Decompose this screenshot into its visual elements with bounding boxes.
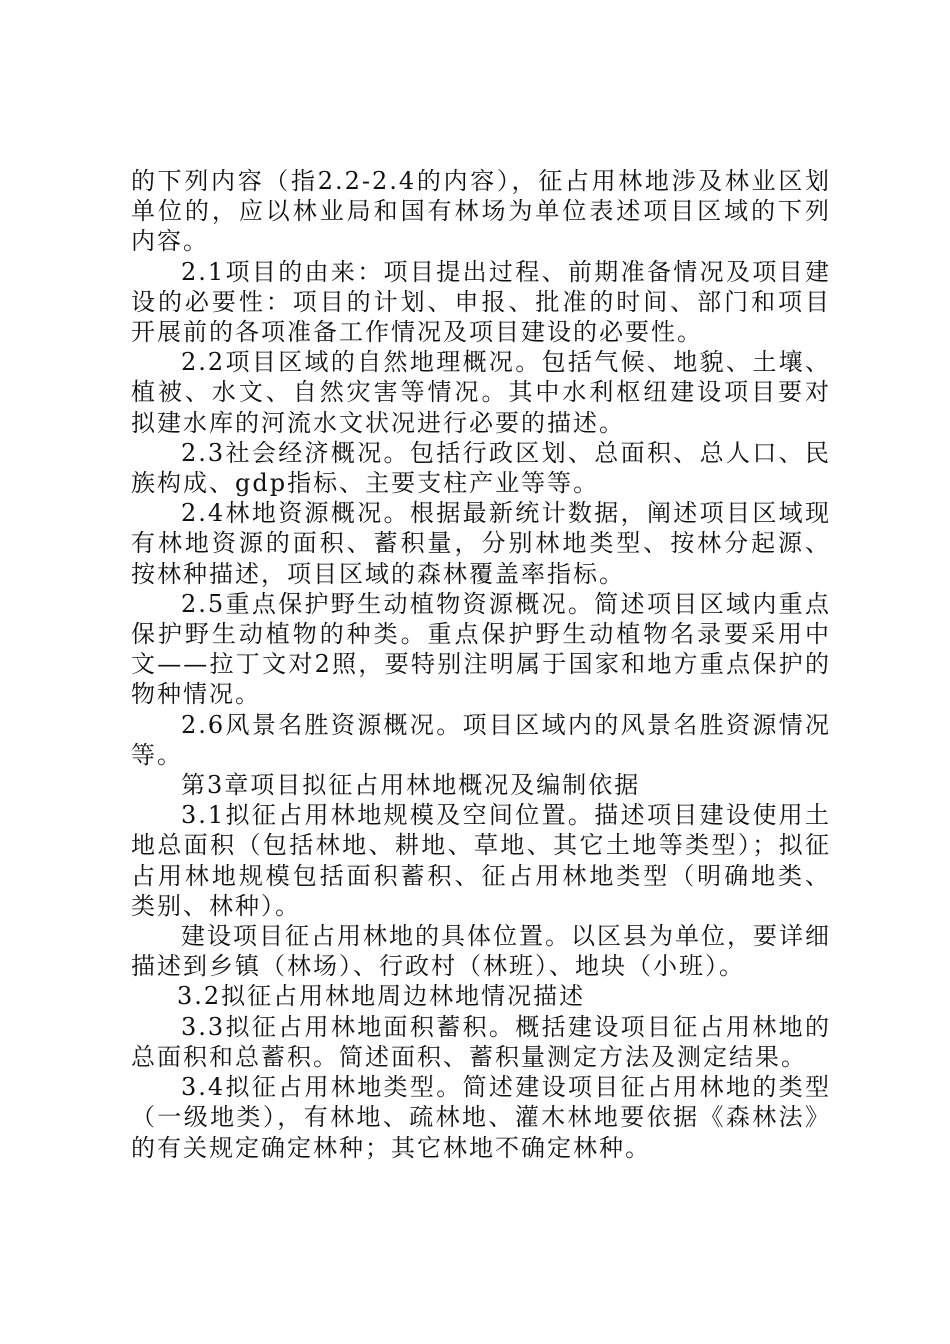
chapter-3-heading: 第3章项目拟征占用林地概况及编制依据 — [181, 771, 641, 800]
paragraph-3-4: 3.4拟征占用林地类型。简述建设项目征占用林地的类型（一级地类），有林地、疏林地、灌木林地要依据《森林法》的有关规定确定林种；其它林地不确定林种。 — [131, 1073, 831, 1162]
paragraph-2-6: 2.6风景名胜资源概况。项目区域内的风景名胜资源情况等。 — [131, 710, 831, 769]
paragraph-3-2: 3.2拟征占用林地周边林地情况描述 — [177, 982, 586, 1011]
paragraph-2-3: 2.3社会经济概况。包括行政区划、总面积、总人口、民族构成、gdp指标、主要支柱产业等等。 — [131, 438, 831, 498]
paragraph-intro-continued: 的下列内容（指2.2-2.4的内容），征占用林地涉及林业区划单位的，应以林业局和国有林场为单位表述项目区域的下列内容。 — [131, 167, 831, 256]
paragraph-2-2: 2.2项目区域的自然地理概况。包括气候、地貌、土壤、植被、水文、自然灾害等情况。其中水利枢纽建设项目要对拟建水库的河流水文状况进行必要的描述。 — [131, 348, 831, 437]
paragraph-3-3: 3.3拟征占用林地面积蓄积。概括建设项目征占用林地的总面积和总蓄积。简述面积、蓄积量测定方法及测定结果。 — [131, 1012, 831, 1071]
paragraph-2-5: 2.5重点保护野生动植物资源概况。简述项目区域内重点保护野生动植物的种类。重点保护野生动植物名录要采用中文——拉丁文对2照，要特别注明属于国家和地方重点保护的物种情况。 — [131, 589, 831, 709]
paragraph-3-1-location: 建设项目征占用林地的具体位置。以区县为单位，要详细描述到乡镇（林场）、行政村（林班）、地块（小班）。 — [131, 922, 831, 981]
paragraph-2-1: 2.1项目的由来：项目提出过程、前期准备情况及项目建设的必要性：项目的计划、申报、批准的时间、部门和项目开展前的各项准备工作情况及项目建设的必要性。 — [131, 257, 831, 347]
document-page — [131, 166, 831, 1163]
paragraph-3-1: 3.1拟征占用林地规模及空间位置。描述项目建设使用土地总面积（包括林地、耕地、草地、其它土地等类型）；拟征占用林地规模包括面积蓄积、征占用林地类型（明确地类、类别、林种）。 — [131, 801, 831, 920]
paragraph-2-4: 2.4林地资源概况。根据最新统计数据，阐述项目区域现有林地资源的面积、蓄积量，分别林地类型、按林分起源、按林种描述，项目区域的森林覆盖率指标。 — [131, 499, 831, 588]
